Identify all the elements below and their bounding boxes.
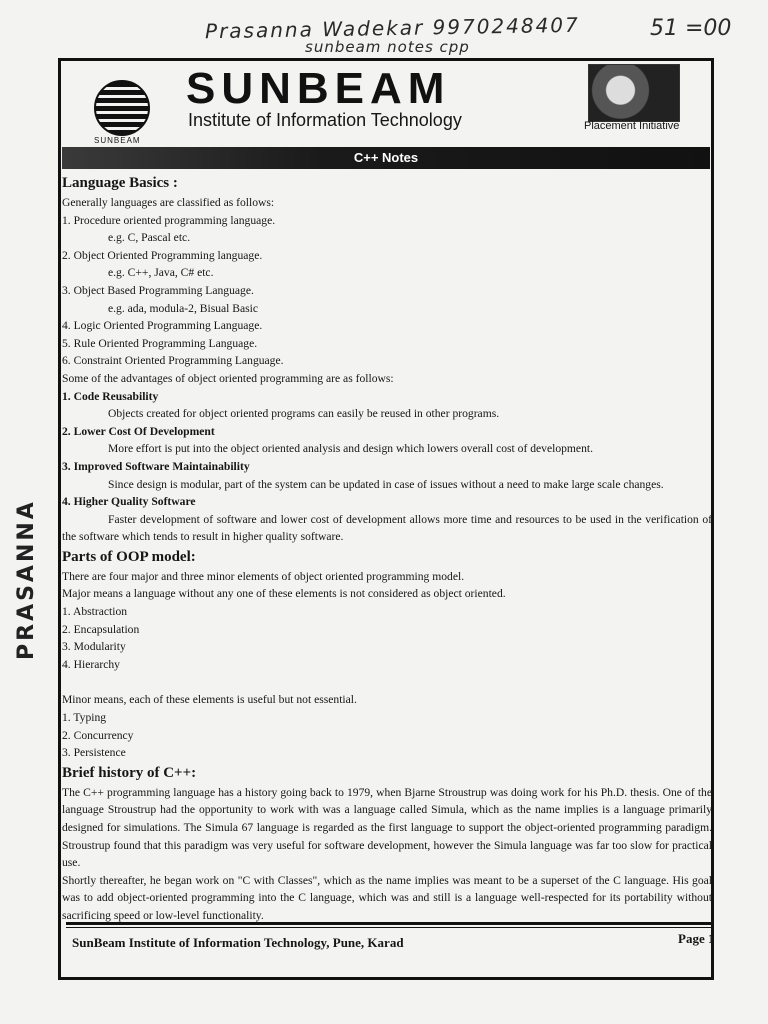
footer-institute: SunBeam Institute of Information Technology, Pune, Karad xyxy=(72,935,404,950)
list-item: 1. Procedure oriented programming language. xyxy=(62,213,276,227)
paragraph: Major means a language without any one of these elements is not considered as object oriented. xyxy=(62,587,506,601)
heading-language-basics: Language Basics : xyxy=(62,175,178,191)
handwritten-side: PRASANNA xyxy=(14,499,39,660)
list-item: 1. Abstraction xyxy=(62,605,128,619)
section-band xyxy=(62,147,710,169)
list-item: 4. Hierarchy xyxy=(62,657,120,671)
list-item: 2. Encapsulation xyxy=(62,622,140,636)
advantage-heading: 2. Lower Cost Of Development xyxy=(62,424,215,438)
advantage-text: Faster development of software and lower cost of development allows more time and resources to be used in the verification of the software which tends to result in higher quality software. xyxy=(62,512,712,544)
paragraph: There are four major and three minor elements of object oriented programming model. xyxy=(62,569,465,583)
paragraph: Minor means, each of these elements is useful but not essential. xyxy=(62,693,357,707)
paragraph: Some of the advantages of object oriented programming are as follows: xyxy=(62,371,394,385)
heading-oop-parts: Parts of OOP model: xyxy=(62,548,196,565)
spacer xyxy=(62,673,712,691)
paragraph-history: The C++ programming language has a history going back to 1979, when Bjarne Stroustrup was doing work for his Ph.D. thesis. One of the language Stroustrup had the opportunity to work with was a language called Simula, which as the name implies is a language primarily designed for simulations. The Simula 67 language is regarded as the first language to support the object-oriented programming paradigm. Stroustrup found that this paradigm was very useful for software development, however the Simula language was far too slow for practical use. xyxy=(62,785,712,870)
list-item: 6. Constraint Oriented Programming Language. xyxy=(62,354,284,368)
advantage-text: Objects created for object oriented programs can easily be reused in other programs. xyxy=(108,407,500,421)
list-item: 4. Logic Oriented Programming Language. xyxy=(62,319,263,333)
brand-title: SUNBEAM xyxy=(186,64,451,113)
list-item: 1. Typing xyxy=(62,711,107,725)
advantage-heading: 4. Higher Quality Software xyxy=(62,495,196,509)
heading-history: Brief history of C++: xyxy=(62,764,197,781)
list-example: e.g. C++, Java, C# etc. xyxy=(108,266,214,280)
handwritten-name: Prasanna Wadekar 9970248407 xyxy=(204,12,580,44)
page-number: Page 1 xyxy=(678,931,715,946)
list-example: e.g. C, Pascal etc. xyxy=(108,231,191,245)
list-item: 3. Modularity xyxy=(62,640,126,654)
list-item: 3. Object Based Programming Language. xyxy=(62,283,254,297)
list-item: 2. Concurrency xyxy=(62,728,134,742)
handwritten-corner: 51 =00 xyxy=(650,16,732,41)
header xyxy=(60,60,712,150)
placement-globe-icon xyxy=(588,64,680,122)
band-title: C++ Notes xyxy=(353,150,419,165)
footer-rule xyxy=(66,927,712,928)
list-item: 5. Rule Oriented Programming Language. xyxy=(62,336,258,350)
advantage-heading: 3. Improved Software Maintainability xyxy=(62,459,250,473)
brand-subtitle: Institute of Information Technology xyxy=(188,110,462,130)
footer-rule xyxy=(66,922,712,925)
paragraph: Generally languages are classified as follows: xyxy=(62,196,275,209)
advantage-text: Since design is modular, part of the system can be updated in case of issues without a need to make large scale changes. xyxy=(108,477,664,491)
paragraph-history: Shortly thereafter, he began work on "C with Classes", which as the name implies was meant to be a superset of the C language. His goal was to add object-oriented programming into the C language, which was and still is a language well-respected for its portability without sacrificing speed or low-level functionality. xyxy=(62,873,712,922)
logo-caption: SUNBEAM xyxy=(94,136,141,145)
advantage-text: More effort is put into the object oriented analysis and design which lowers overall cost of development. xyxy=(108,442,593,456)
list-example: e.g. ada, modula-2, Bisual Basic xyxy=(108,301,259,315)
handwritten-note: sunbeam notes cpp xyxy=(305,38,470,56)
sunbeam-logo-icon xyxy=(94,80,150,136)
list-item: 2. Object Oriented Programming language. xyxy=(62,248,263,262)
document-body xyxy=(62,172,712,925)
list-item: 3. Persistence xyxy=(62,746,126,760)
advantage-heading: 1. Code Reusability xyxy=(62,389,159,403)
placement-caption: Placement Initiative xyxy=(584,120,680,132)
